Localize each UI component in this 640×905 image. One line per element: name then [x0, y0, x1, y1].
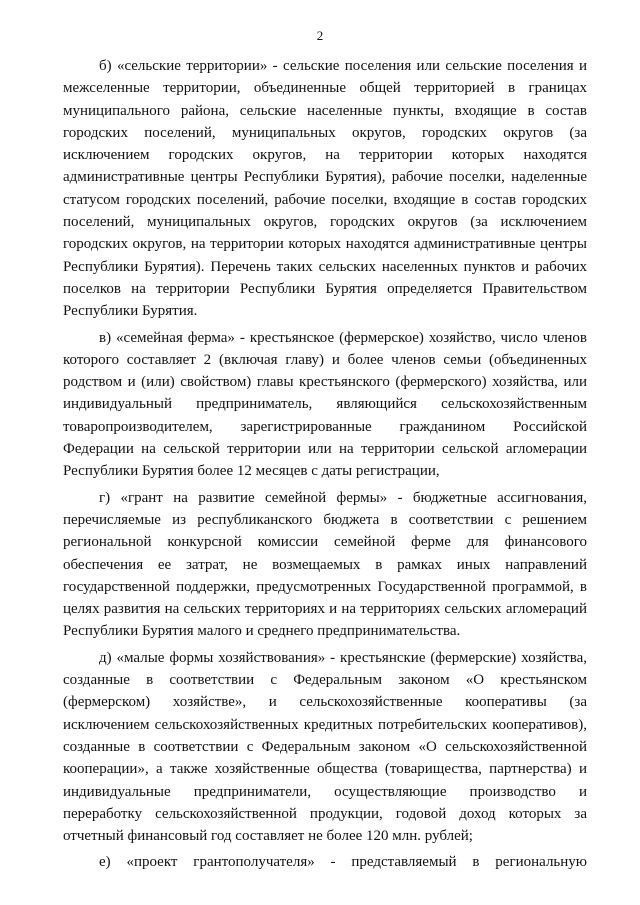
text-line: б) «сельские территории» - сельские поселения или сельские поселения и	[99, 58, 587, 74]
text-line: государственной поддержки, предусмотренных Государственной программой, в	[63, 578, 587, 595]
text-line: (фермерском) хозяйстве», и сельскохозяйственные кооперативы (за	[63, 694, 587, 711]
text-line: родством и (или) свойством) главы крестьянского (фермерского) хозяйства, или	[63, 374, 587, 391]
text-line: которого составляет 2 (включая главу) и более членов семьи (объединенных	[63, 351, 587, 368]
text-line: д) «малые формы хозяйствования» - крестьянские (фермерские) хозяйства,	[99, 649, 587, 666]
text-line: товаропроизводителем, зарегистрированные гражданином Российской	[63, 418, 587, 435]
text-line: межселенные территории, объединенные общей территорией в границах	[63, 80, 587, 97]
text-line: отчетный финансовый год составляет не более 120 млн. рублей;	[63, 828, 473, 845]
text-line: исключением сельскохозяйственных кредитных потребительских кооперативов),	[63, 716, 587, 733]
text-line: кооперации», а также хозяйственные общества (товарищества, партнерства) и	[63, 761, 587, 778]
text-line: Республики Бурятия малого и среднего предпринимательства.	[63, 623, 461, 640]
text-line: Республики Бурятия). Перечень таких сельских населенных пунктов и рабочих	[63, 258, 587, 275]
text-line: региональной конкурсной комиссии семейной ферме для финансового	[63, 534, 587, 551]
text-line: индивидуальные предприниматели, осуществляющие производство и	[63, 783, 587, 800]
text-line: созданные в соответствии с Федеральным законом «О сельскохозяйственной	[63, 738, 587, 755]
text-line: поселений, муниципальных округов, городских округов (за исключением	[63, 214, 587, 231]
text-line: Федерации на сельской территории или на территории сельской агломерации	[63, 441, 587, 458]
paragraph-v	[63, 327, 587, 483]
paragraph-b	[63, 55, 587, 323]
text-line: поселков на территории Республики Бурятия определяется Правительством	[63, 280, 587, 297]
document-body	[63, 55, 587, 874]
text-line: перечисляемые из республиканского бюджета в соответствии с решением	[63, 511, 587, 528]
text-line: Республики Бурятия.	[63, 303, 198, 320]
text-line: г) «грант на развитие семейной фермы» - бюджетные ассигнования,	[99, 489, 587, 506]
text-line: административные центры Республики Бурятия), рабочие поселки, наделенные	[63, 169, 587, 186]
text-line: исключением городских округов, на территории которых находятся	[63, 147, 587, 164]
text-line: статусом городских поселений, рабочие поселки, входящие в состав городских	[63, 191, 587, 208]
paragraph-e	[63, 851, 587, 873]
text-line: е) «проект грантополучателя» - представляемый в региональную	[99, 854, 587, 871]
text-line: муниципального района, сельские населенные пункты, входящие в состав	[63, 102, 587, 119]
text-line: целях развития на сельских территориях и на территориях сельских агломераций	[63, 601, 587, 618]
text-line: обеспечения ее затрат, не возмещаемых в рамках иных направлений	[63, 556, 587, 573]
text-line: городских округов, на территории которых находятся административные центры	[63, 236, 587, 253]
text-line: Республики Бурятия более 12 месяцев с даты регистрации,	[63, 463, 440, 480]
text-line: городских поселений, муниципальных округов, городских округов (за	[63, 124, 587, 141]
text-line: созданные в соответствии с Федеральным законом «О крестьянском	[63, 672, 587, 689]
paragraph-d	[63, 647, 587, 848]
text-line: в) «семейная ферма» - крестьянское (фермерское) хозяйство, число членов	[99, 329, 587, 346]
page-number: 2	[316, 28, 324, 43]
paragraph-g	[63, 487, 587, 643]
text-line: переработку сельскохозяйственной продукции, годовой доход которых за	[63, 805, 587, 822]
text-line: индивидуальный предприниматель, являющийся сельскохозяйственным	[63, 396, 587, 413]
